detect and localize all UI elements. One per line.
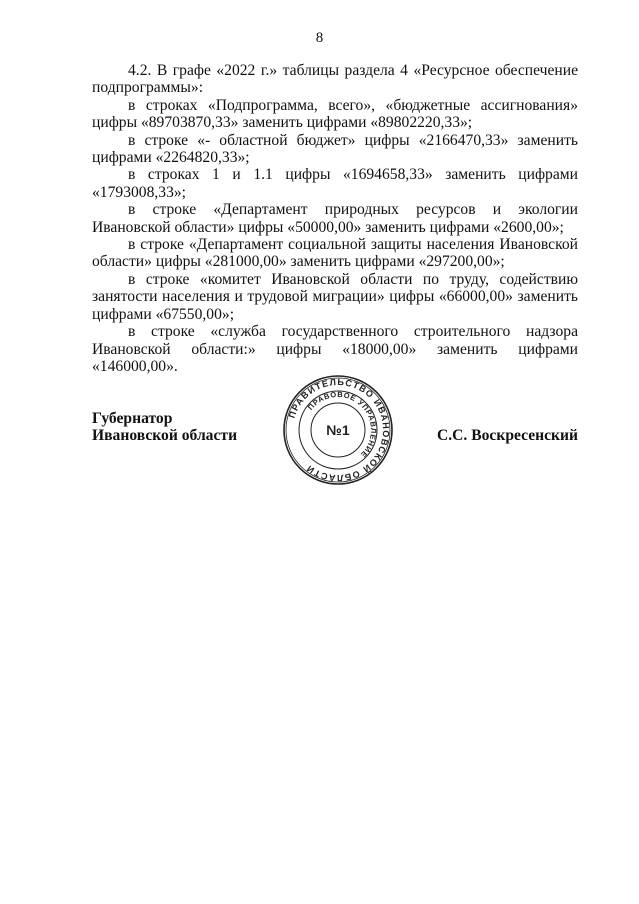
signatory-position-line-1: Губернатор: [92, 410, 173, 427]
paragraph-section-4-2: 4.2. В графе «2022 г.» таблицы раздела 4 «Ресурсное обеспечение подпрограммы»:: [92, 62, 578, 97]
page-number: 8: [315, 30, 324, 46]
signatory-position: [92, 410, 237, 445]
signature-block: [0, 374, 639, 484]
signatory-position-line-2: Ивановской области: [92, 427, 238, 445]
paragraph-subprogram-total: в строках «Подпрограмма, всего», «бюджетные ассигнования» цифры «89703870,33» заменить цифрами «89802220,33»;: [92, 96, 578, 132]
stamp-outer-text: ПРАВИТЕЛЬСТВО ИВАНОВСКОЙ ОБЛАСТИ: [286, 376, 392, 484]
official-seal-stamp: [282, 374, 394, 486]
signatory-name: С.С. Воскресенский: [437, 427, 578, 444]
paragraph-social-protection-dept: в строке «Департамент социальной защиты населения Ивановской области» цифры «281000,00» заменить цифрами «297200,00»;: [92, 236, 578, 271]
stamp-number: №1: [326, 422, 350, 438]
paragraph-construction-supervision: в строке «служба государственного строительного надзора Ивановской области:» цифры «18000,00» заменить цифрами «146000,00».: [92, 323, 578, 375]
paragraph-rows-1-1-1: в строках 1 и 1.1 цифры «1694658,33» заменить цифрами «1793008,33»;: [92, 166, 578, 201]
paragraph-natural-resources-dept: в строке «Департамент природных ресурсов и экологии Ивановской области» цифры «50000,00» заменить цифрами «2600,00»;: [92, 201, 578, 236]
stamp-inner-text: ПРАВОВОЕ УПРАВЛЕНИЕ: [305, 389, 379, 460]
paragraph-regional-budget: в строке «- областной бюджет» цифры «2166470,33» заменить цифрами «2264820,33»;: [92, 131, 578, 167]
document-body: [92, 62, 578, 375]
paragraph-labor-committee: в строке «комитет Ивановской области по труду, содействию занятости населения и трудовой миграции» цифры «66000,00» заменить цифрами «67550,00»;: [92, 270, 578, 323]
